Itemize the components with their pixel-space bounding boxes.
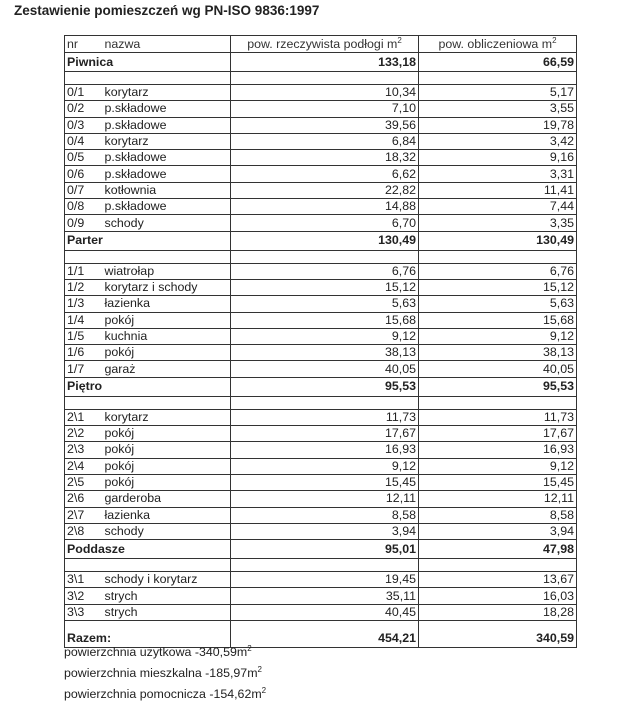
room-calc: 6,76 [419,263,577,279]
room-calc: 11,73 [419,409,577,425]
room-calc: 3,35 [419,215,577,231]
room-name: strych [103,604,231,620]
table-row [65,474,577,490]
note-sup: 2 [261,686,267,696]
spacer-cell [103,72,231,85]
note-sup: 2 [247,644,252,653]
room-nr: 1/3 [65,296,103,312]
section-spacer-row [65,250,577,263]
room-area: 14,88 [231,199,419,215]
total-spacer-row [65,621,577,630]
room-name: pokój [103,458,231,474]
room-name: p.składowe [103,117,231,133]
room-name: korytarz [103,409,231,425]
room-area: 35,11 [231,588,419,604]
room-name: kuchnia [103,328,231,344]
section-name: Piętro [65,377,231,396]
spacer-cell [65,559,103,572]
room-name: pokój [103,312,231,328]
section-row [65,377,577,396]
room-name: korytarz [103,133,231,149]
spacer-cell [231,396,419,409]
room-nr: 2\5 [65,474,103,490]
room-nr: 0/7 [65,182,103,198]
room-calc: 13,67 [419,572,577,588]
note-sup: 2 [257,665,262,675]
room-calc: 9,12 [419,458,577,474]
room-name: garaż [103,361,231,377]
table-row [65,409,577,425]
room-area: 15,45 [231,474,419,490]
room-nr: 0/1 [65,85,103,101]
rooms-table-body [65,36,577,648]
spacer-cell [65,396,103,409]
table-row [65,442,577,458]
room-area: 6,84 [231,133,419,149]
note-text: powierzchnia pomocnicza -154,62m [64,687,262,702]
table-row [65,296,577,312]
header-name: nazwa [103,36,231,53]
room-calc: 40,05 [419,361,577,377]
section-spacer-row [65,72,577,85]
spacer-cell [231,559,419,572]
note-usable-area [64,640,266,661]
room-calc: 3,42 [419,133,577,149]
room-name: garderoba [103,491,231,507]
room-nr: 0/9 [65,215,103,231]
table-row [65,101,577,117]
table-row [65,523,577,539]
room-calc: 5,63 [419,296,577,312]
room-area: 15,68 [231,312,419,328]
room-name: pokój [103,345,231,361]
room-name: schody [103,215,231,231]
section-spacer-row [65,396,577,409]
room-area: 9,12 [231,458,419,474]
header-calc [419,36,577,53]
table-row [65,263,577,279]
room-area: 12,11 [231,491,419,507]
room-area: 9,12 [231,328,419,344]
room-nr: 1/1 [65,263,103,279]
room-calc: 12,11 [419,491,577,507]
spacer-cell [419,250,577,263]
spacer-cell [419,72,577,85]
table-row [65,458,577,474]
room-calc: 17,67 [419,426,577,442]
table-row [65,588,577,604]
section-calc: 95,53 [419,377,577,396]
room-calc: 3,55 [419,101,577,117]
room-nr: 2\4 [65,458,103,474]
section-calc: 130,49 [419,231,577,250]
room-area: 17,67 [231,426,419,442]
section-calc: 47,98 [419,540,577,559]
room-calc: 7,44 [419,199,577,215]
note-living-area [64,661,266,682]
room-calc: 38,13 [419,345,577,361]
room-name: pokój [103,474,231,490]
table-row [65,215,577,231]
room-nr: 1/4 [65,312,103,328]
room-calc: 8,58 [419,507,577,523]
table-row [65,150,577,166]
room-nr: 1/6 [65,345,103,361]
table-row [65,199,577,215]
room-area: 6,70 [231,215,419,231]
table-row [65,182,577,198]
room-area: 39,56 [231,117,419,133]
room-name: p.składowe [103,101,231,117]
table-row [65,572,577,588]
header-nr: nr [65,36,103,53]
room-name: schody i korytarz [103,572,231,588]
room-calc: 16,93 [419,442,577,458]
room-area: 8,58 [231,507,419,523]
section-spacer-row [65,559,577,572]
room-calc: 3,31 [419,166,577,182]
room-area: 7,10 [231,101,419,117]
spacer-cell [103,621,231,630]
section-name: Piwnica [65,53,231,72]
room-area: 40,05 [231,361,419,377]
room-calc: 18,28 [419,604,577,620]
room-nr: 2\6 [65,491,103,507]
spacer-cell [65,72,103,85]
room-area: 3,94 [231,523,419,539]
room-name: p.składowe [103,199,231,215]
section-name: Parter [65,231,231,250]
room-area: 22,82 [231,182,419,198]
room-calc: 19,78 [419,117,577,133]
room-nr: 1/7 [65,361,103,377]
table-header-row [65,36,577,53]
room-name: p.składowe [103,150,231,166]
room-area: 10,34 [231,85,419,101]
spacer-cell [419,396,577,409]
room-name: kotłownia [103,182,231,198]
header-area [231,36,419,53]
table-row [65,426,577,442]
room-name: pokój [103,426,231,442]
total-area: 454,21 [231,629,419,648]
room-calc: 15,45 [419,474,577,490]
table-row [65,279,577,295]
table-row [65,507,577,523]
room-nr: 0/8 [65,199,103,215]
section-area: 95,53 [231,377,419,396]
room-name: p.składowe [103,166,231,182]
room-area: 6,62 [231,166,419,182]
room-nr: 2\1 [65,409,103,425]
room-area: 15,12 [231,279,419,295]
room-nr: 3\3 [65,604,103,620]
table-row [65,312,577,328]
spacer-cell [65,621,103,630]
room-area: 18,32 [231,150,419,166]
room-calc: 11,41 [419,182,577,198]
table-row [65,345,577,361]
room-name: korytarz i schody [103,279,231,295]
room-nr: 2\8 [65,523,103,539]
section-calc: 66,59 [419,53,577,72]
spacer-cell [419,559,577,572]
room-calc: 3,94 [419,523,577,539]
room-area: 19,45 [231,572,419,588]
table-row [65,361,577,377]
spacer-cell [65,250,103,263]
room-nr: 2\3 [65,442,103,458]
room-name: łazienka [103,507,231,523]
room-area: 40,45 [231,604,419,620]
room-nr: 0/3 [65,117,103,133]
total-calc: 340,59 [419,629,577,648]
room-calc: 9,12 [419,328,577,344]
spacer-cell [419,621,577,630]
room-nr: 3\2 [65,588,103,604]
note-text: powierzchnia mieszkalna -185,97m [64,666,258,681]
room-nr: 0/5 [65,150,103,166]
room-calc: 16,03 [419,588,577,604]
table-row [65,604,577,620]
spacer-cell [103,396,231,409]
room-name: schody [103,523,231,539]
room-nr: 3\1 [65,572,103,588]
room-area: 16,93 [231,442,419,458]
note-text: powierzchnia użytkowa -340,59m [64,645,248,660]
room-name: pokój [103,442,231,458]
room-nr: 0/2 [65,101,103,117]
room-nr: 0/4 [65,133,103,149]
table-row [65,133,577,149]
room-name: łazienka [103,296,231,312]
spacer-cell [231,250,419,263]
section-row [65,53,577,72]
spacer-cell [231,621,419,630]
room-name: korytarz [103,85,231,101]
spacer-cell [103,559,231,572]
room-calc: 5,17 [419,85,577,101]
room-calc: 15,68 [419,312,577,328]
room-nr: 0/6 [65,166,103,182]
room-nr: 1/2 [65,279,103,295]
header-calc-label: pow. obliczeniowa m [438,36,553,51]
table-row [65,166,577,182]
area-notes [64,640,266,703]
room-nr: 2\7 [65,507,103,523]
section-row [65,231,577,250]
section-area: 130,49 [231,231,419,250]
room-name: wiatrołap [103,263,231,279]
section-row [65,540,577,559]
table-row [65,491,577,507]
header-calc-sup: 2 [552,35,557,45]
table-row [65,117,577,133]
room-nr: 2\2 [65,426,103,442]
header-area-label: pow. rzeczywista podłogi m [247,36,398,51]
page-title: Zestawienie pomieszczeń wg PN-ISO 9836:1997 [14,3,320,18]
room-nr: 1/5 [65,328,103,344]
room-calc: 9,16 [419,150,577,166]
section-area: 95,01 [231,540,419,559]
spacer-cell [103,250,231,263]
header-area-sup: 2 [397,35,402,45]
table-row [65,85,577,101]
room-name: strych [103,588,231,604]
section-name: Poddasze [65,540,231,559]
table-row [65,328,577,344]
room-area: 38,13 [231,345,419,361]
spacer-cell [231,72,419,85]
room-area: 5,63 [231,296,419,312]
rooms-table [64,35,577,648]
room-area: 6,76 [231,263,419,279]
room-area: 11,73 [231,409,419,425]
room-calc: 15,12 [419,279,577,295]
total-label: Razem: [65,629,231,648]
section-area: 133,18 [231,53,419,72]
